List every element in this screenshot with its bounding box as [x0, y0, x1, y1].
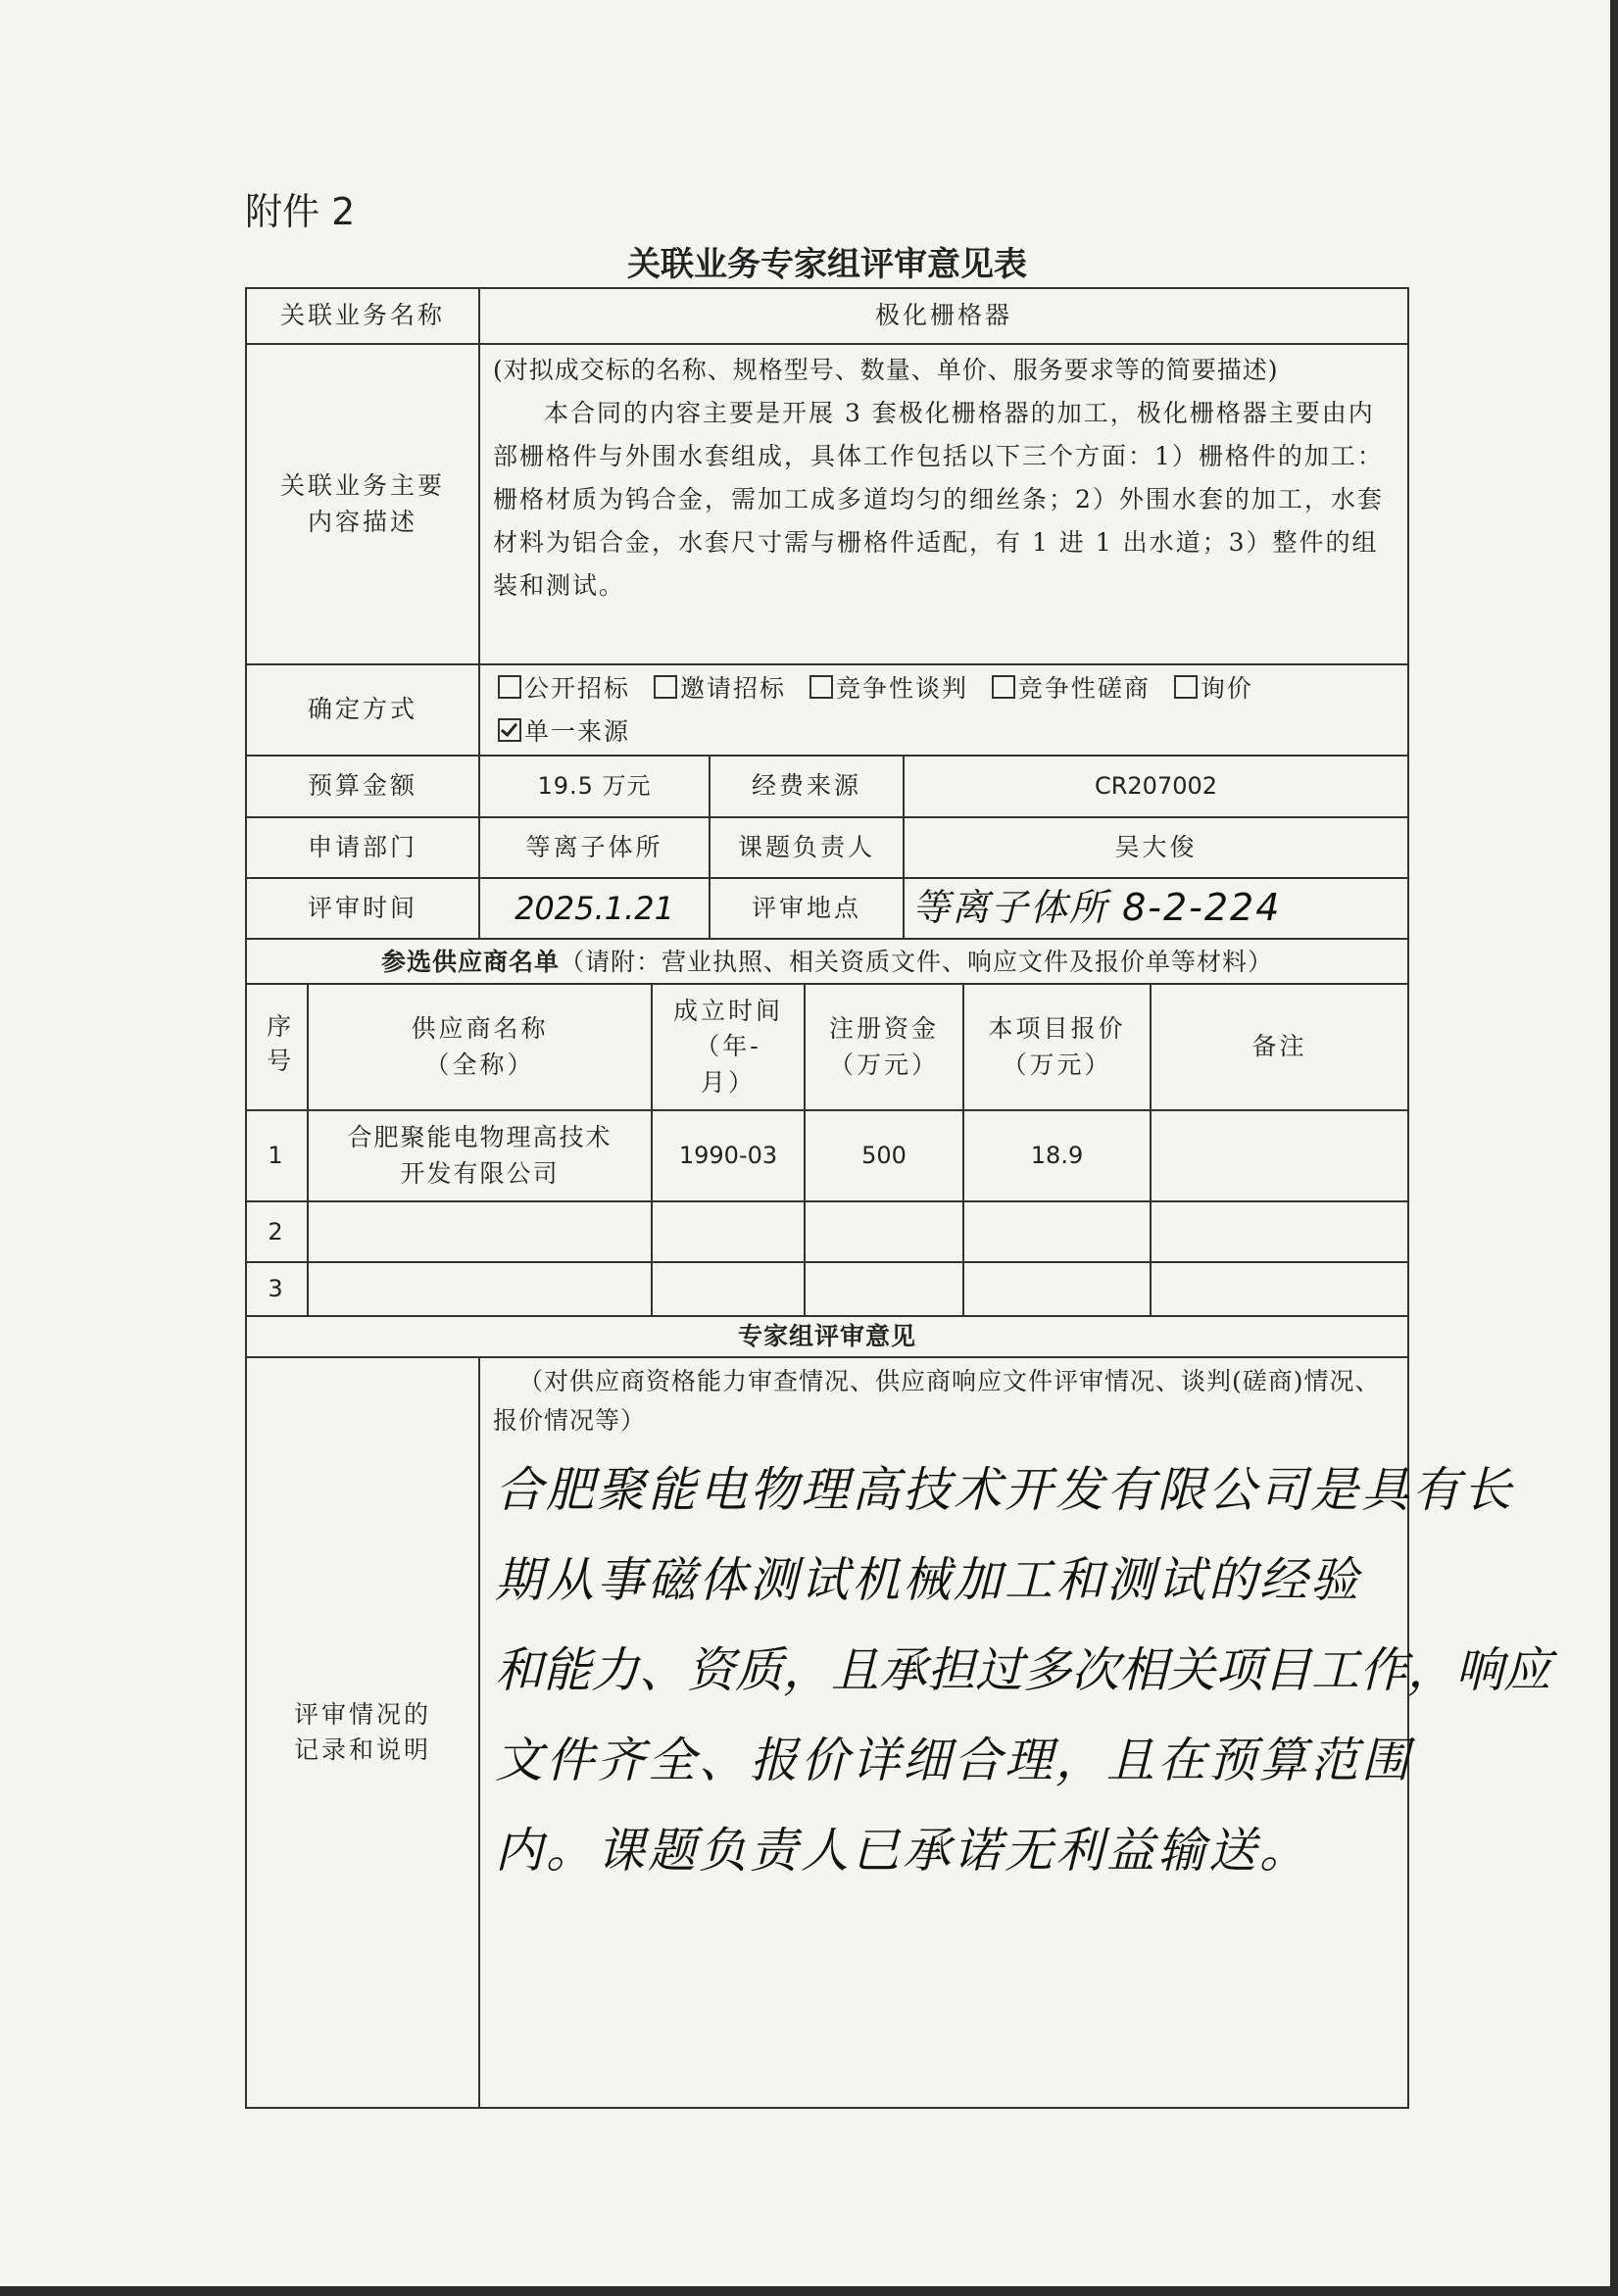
checkbox-icon[interactable] — [498, 675, 521, 699]
row-quote: 18.9 — [1030, 1142, 1084, 1170]
method-option-single-source[interactable]: 单一来源 — [498, 717, 630, 746]
review-time-handwritten: 2025.1.21 — [515, 889, 674, 927]
row-supplier-name: 合肥聚能电物理高技术 开发有限公司 — [347, 1123, 613, 1188]
review-place-label: 评审地点 — [751, 893, 861, 922]
business-name-label: 关联业务名称 — [279, 301, 445, 330]
suppliers-title: 参选供应商名单 — [380, 948, 560, 976]
col-header-remark: 备注 — [1251, 1032, 1307, 1061]
suppliers-note: （请附：营业执照、相关资质文件、响应文件及报价单等材料） — [560, 948, 1274, 976]
expert-opinion-title: 专家组评审意见 — [737, 1321, 916, 1350]
method-option-invited-tender[interactable]: 邀请招标 — [654, 674, 786, 703]
main-content-body: 本合同的内容主要是开展 3 套极化栅格器的加工，极化栅格器主要由内部栅格件与外围水套组成，具体工作包括以下三个方面：1）栅格件的加工：栅格材质为钨合金，需加工成多道均匀的细丝条；2）外围水套的加工，水套材料为铝合金，水套尺寸需与栅格件适配，有 1 进 1 出水道；3）整件的组装和测试。 — [493, 399, 1384, 600]
method-option-competitive-consultation[interactable]: 竞争性磋商 — [992, 674, 1151, 703]
leader-value: 吴大俊 — [1114, 832, 1198, 861]
row-seq: 3 — [268, 1275, 286, 1303]
budget-value: 19.5 万元 — [537, 772, 652, 801]
row-established: 1990-03 — [678, 1142, 778, 1170]
row-capital: 500 — [861, 1142, 907, 1170]
leader-label: 课题负责人 — [737, 832, 875, 861]
row-remark — [1152, 1111, 1407, 1200]
business-name-value: 极化栅格器 — [874, 301, 1012, 330]
row-seq: 1 — [268, 1142, 286, 1170]
review-time-label: 评审时间 — [307, 893, 417, 922]
method-options — [498, 667, 1399, 754]
scan-edge-right — [1610, 0, 1618, 2296]
expert-opinion-handwritten: 合肥聚能电物理高技术开发有限公司是具有长 期从事磁体测试机械加工和测试的经验 和能力、资质，且承担过多次相关项目工作，响应 文件齐全、报价详细合理，且在预算范围 内。课题负责人已承诺无利益输送。 — [495, 1462, 1552, 1879]
fund-source-value: CR207002 — [1094, 772, 1218, 801]
checkbox-checked-icon[interactable] — [498, 718, 521, 742]
form-title: 关联业务专家组评审意见表 — [627, 245, 1027, 284]
fund-source-label: 经费来源 — [751, 771, 861, 801]
expert-opinion-label: 评审情况的 记录和说明 — [293, 1699, 431, 1764]
method-option-open-tender[interactable]: 公开招标 — [498, 674, 630, 703]
checkbox-icon[interactable] — [992, 675, 1015, 699]
col-header-seq: 序号 — [263, 1012, 292, 1082]
main-content-label-line1: 关联业务主要 — [279, 471, 445, 501]
checkbox-icon[interactable] — [809, 675, 833, 699]
method-option-competitive-negotiation[interactable]: 竞争性谈判 — [809, 674, 968, 703]
dept-label: 申请部门 — [307, 832, 417, 861]
col-header-supplier-name: 供应商名称 （全称） — [411, 1014, 549, 1079]
attachment-label: 附件 2 — [245, 190, 356, 233]
checkbox-icon[interactable] — [1174, 675, 1198, 699]
review-place-handwritten: 等离子体所 8-2-224 — [912, 886, 1282, 930]
col-header-quote: 本项目报价 （万元） — [988, 1014, 1126, 1079]
suppliers-heading — [247, 938, 1407, 983]
checkbox-icon[interactable] — [654, 675, 677, 699]
col-header-established: 成立时间 （年- 月） — [672, 997, 783, 1097]
main-content-hint: (对拟成交标的名称、规格型号、数量、单价、服务要求等的简要描述) — [493, 356, 1279, 384]
row-seq: 2 — [268, 1217, 286, 1246]
expert-opinion-hint: （对供应商资格能力审查情况、供应商响应文件评审情况、谈判(磋商)情况、报价情况等） — [493, 1367, 1381, 1435]
col-header-capital: 注册资金 （万元） — [828, 1014, 939, 1079]
scan-edge-bottom — [0, 2286, 1618, 2296]
main-content-label — [247, 345, 478, 663]
main-content-label-line2: 内容描述 — [307, 507, 417, 536]
method-label: 确定方式 — [307, 695, 417, 724]
method-option-inquiry[interactable]: 询价 — [1174, 674, 1253, 703]
dept-value: 等离子体所 — [525, 832, 663, 861]
budget-label: 预算金额 — [307, 771, 417, 801]
